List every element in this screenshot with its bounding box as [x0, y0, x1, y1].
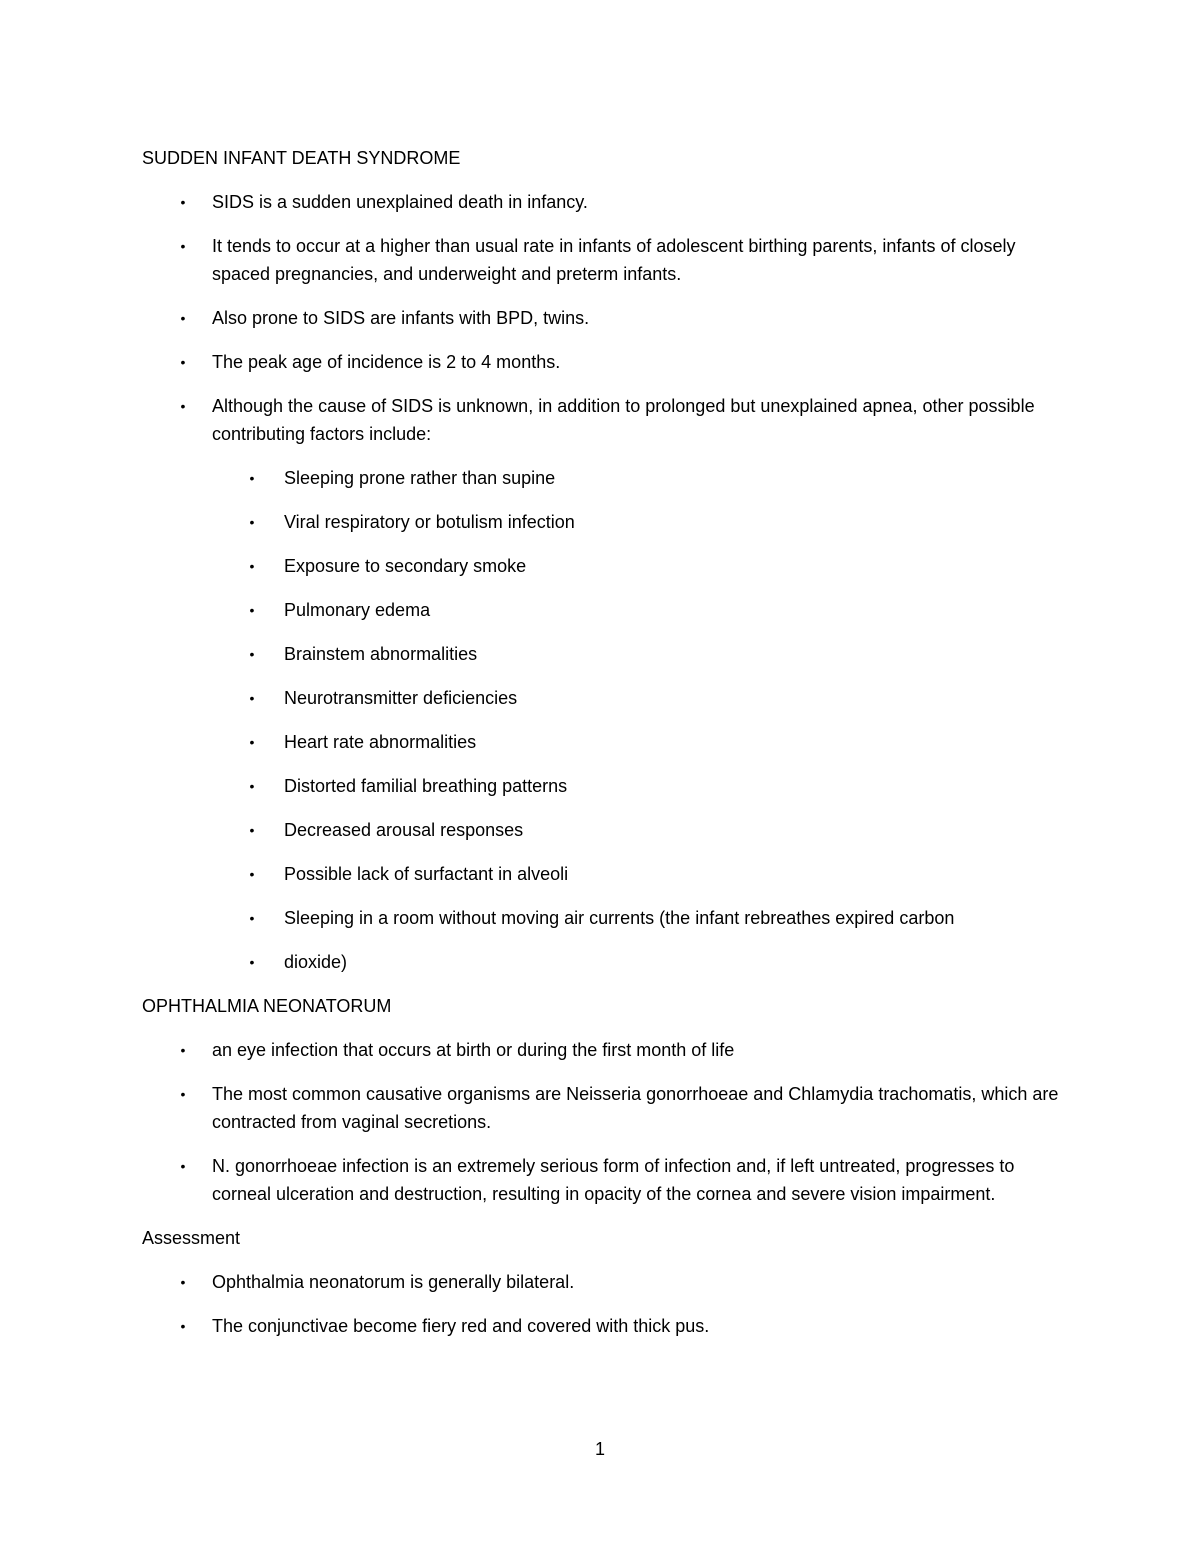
list-item	[142, 348, 1062, 376]
sub-list-item	[212, 772, 1062, 800]
sub-list-item	[212, 508, 1062, 536]
sub-list-item	[212, 640, 1062, 668]
assessment-bullet-list	[142, 1268, 1062, 1340]
bullet-icon: •	[249, 910, 255, 926]
sub-list-item-text: Possible lack of surfactant in alveoli	[284, 864, 569, 884]
bullet-icon: •	[180, 1158, 186, 1174]
bullet-icon: •	[180, 1274, 186, 1290]
list-item	[142, 304, 1062, 332]
list-item-text: Also prone to SIDS are infants with BPD, twins.	[212, 308, 590, 328]
list-item	[142, 1152, 1062, 1208]
list-item-text: It tends to occur at a higher than usual rate in infants of adolescent birthing parents, infants of closely spaced pregnancies, and underweight and preterm infants.	[212, 236, 1016, 284]
sub-list-item	[212, 860, 1062, 888]
section-heading-sids: SUDDEN INFANT DEATH SYNDROME	[142, 148, 461, 168]
list-item	[142, 1080, 1062, 1136]
sub-list-item-text: Decreased arousal responses	[284, 820, 524, 840]
bullet-icon: •	[180, 398, 186, 414]
sub-list-item-text: Sleeping prone rather than supine	[284, 468, 556, 488]
bullet-icon: •	[249, 514, 255, 530]
bullet-icon: •	[180, 310, 186, 326]
list-item	[142, 1036, 1062, 1064]
sub-list-item-text: Exposure to secondary smoke	[284, 556, 527, 576]
bullet-icon: •	[180, 1042, 186, 1058]
bullet-icon: •	[180, 238, 186, 254]
sub-list-item-text: Pulmonary edema	[284, 600, 431, 620]
list-item-text: Ophthalmia neonatorum is generally bilateral.	[212, 1272, 575, 1292]
bullet-icon: •	[249, 690, 255, 706]
bullet-icon: •	[249, 602, 255, 618]
list-item-text: an eye infection that occurs at birth or during the first month of life	[212, 1040, 735, 1060]
list-item-text: The most common causative organisms are Neisseria gonorrhoeae and Chlamydia trachomatis, which are contracted from vaginal secretions.	[212, 1084, 1059, 1132]
list-item-text: The conjunctivae become fiery red and covered with thick pus.	[212, 1316, 710, 1336]
bullet-icon: •	[180, 1086, 186, 1102]
sub-list-item	[212, 596, 1062, 624]
list-item-text: Although the cause of SIDS is unknown, in addition to prolonged but unexplained apnea, other possible contributing factors include:	[212, 396, 1035, 444]
section-heading-ophthalmia: OPHTHALMIA NEONATORUM	[142, 996, 392, 1016]
bullet-icon: •	[180, 194, 186, 210]
list-item-text: N. gonorrhoeae infection is an extremely serious form of infection and, if left untreated, progresses to corneal ulceration and destruction, resulting in opacity of the cornea and severe vision impairment.	[212, 1156, 1015, 1204]
sub-list-item	[212, 904, 1062, 932]
section-heading-assessment: Assessment	[142, 1228, 241, 1248]
sub-list-item	[212, 464, 1062, 492]
list-item	[142, 1268, 1062, 1296]
bullet-icon: •	[249, 822, 255, 838]
ophthalmia-bullet-list	[142, 1036, 1062, 1208]
bullet-icon: •	[249, 734, 255, 750]
list-item	[142, 188, 1062, 216]
list-item-text: The peak age of incidence is 2 to 4 months.	[212, 352, 561, 372]
bullet-icon: •	[249, 778, 255, 794]
contributing-factors-list	[212, 464, 1062, 976]
sub-list-item-text: Brainstem abnormalities	[284, 644, 478, 664]
sub-list-item-text: Sleeping in a room without moving air currents (the infant rebreathes expired carbon	[284, 908, 955, 928]
bullet-icon: •	[249, 866, 255, 882]
sids-bullet-list	[142, 188, 1062, 976]
sub-list-item	[212, 552, 1062, 580]
bullet-icon: •	[249, 558, 255, 574]
bullet-icon: •	[249, 646, 255, 662]
sub-list-item-text: dioxide)	[284, 952, 348, 972]
bullet-icon: •	[249, 470, 255, 486]
list-item	[142, 232, 1062, 288]
bullet-icon: •	[249, 954, 255, 970]
bullet-icon: •	[180, 1318, 186, 1334]
sub-list-item-text: Viral respiratory or botulism infection	[284, 512, 575, 532]
list-item	[142, 1312, 1062, 1340]
sub-list-item	[212, 728, 1062, 756]
list-item	[142, 392, 1062, 976]
sub-list-item	[212, 948, 1062, 976]
list-item-text: SIDS is a sudden unexplained death in infancy.	[212, 192, 588, 212]
document-body	[142, 144, 1062, 1356]
page-number: 1	[594, 1439, 605, 1459]
sub-list-item-text: Neurotransmitter deficiencies	[284, 688, 518, 708]
sub-list-item-text: Distorted familial breathing patterns	[284, 776, 568, 796]
sub-list-item-text: Heart rate abnormalities	[284, 732, 477, 752]
sub-list-item	[212, 816, 1062, 844]
bullet-icon: •	[180, 354, 186, 370]
sub-list-item	[212, 684, 1062, 712]
